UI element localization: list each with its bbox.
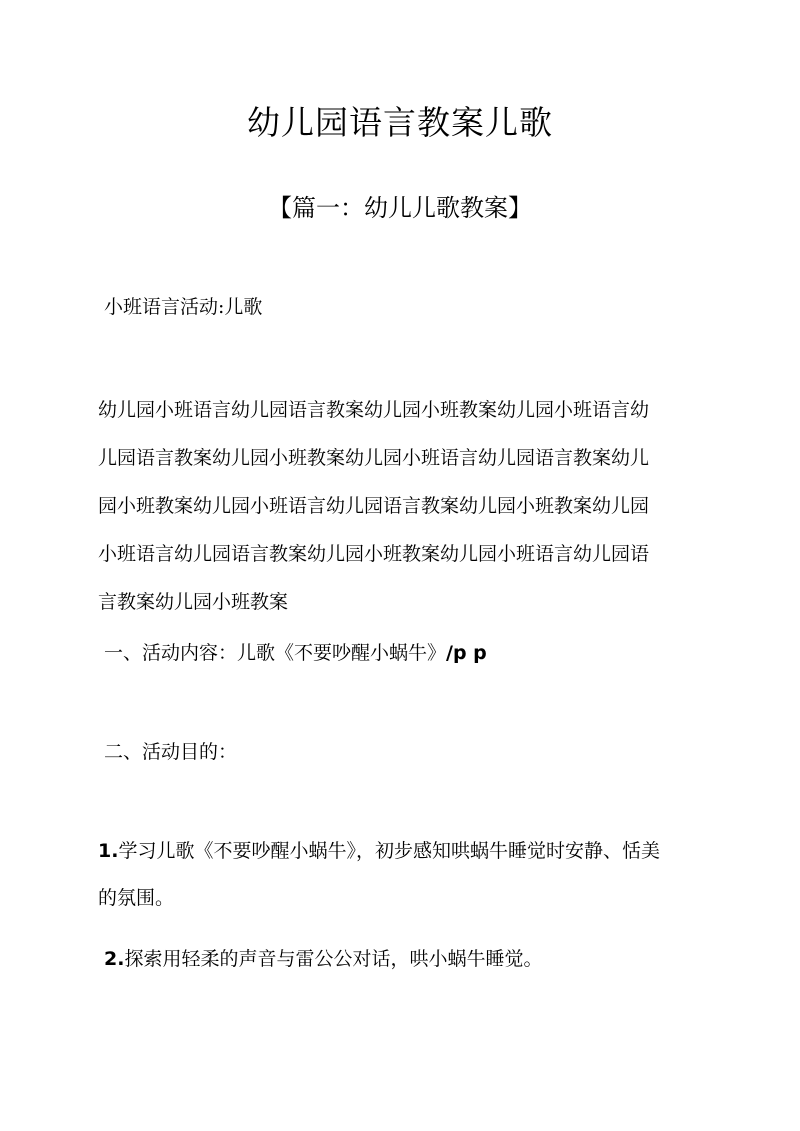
goal-one-line-1 <box>98 836 660 866</box>
activity-content-text: 一、活动内容：儿歌《不要吵醒小蜗牛》 <box>104 642 447 664</box>
goal-two-text: 探索用轻柔的声音与雷公公对话，哄小蜗牛睡觉。 <box>124 948 543 970</box>
goal-one-line-2: 的氛围。 <box>98 887 175 909</box>
intro-line: 言教案幼儿园小班教案 <box>98 591 289 613</box>
goal-one-text: 学习儿歌《不要吵醒小蜗牛》，初步感知哄蜗牛睡觉时安静、恬美 <box>118 840 660 862</box>
activity-goal-heading: 二、活动目的： <box>104 741 238 763</box>
section-heading <box>104 292 262 322</box>
intro-line: 园小班教案幼儿园小班语言幼儿园语言教案幼儿园小班教案幼儿园 <box>98 495 650 517</box>
goal-two-number: 2. <box>104 948 125 970</box>
intro-paragraph <box>98 386 698 626</box>
activity-content-suffix: /p p <box>446 642 487 664</box>
section-heading-text: 小班语言活动:儿歌 <box>104 296 263 318</box>
goal-one-number: 1. <box>98 840 119 862</box>
activity-content-item <box>104 638 487 668</box>
document-title: 幼儿园语言教案儿歌 <box>247 103 553 142</box>
intro-line: 幼儿园小班语言幼儿园语言教案幼儿园小班教案幼儿园小班语言幼 <box>98 399 650 421</box>
document-subtitle: 【篇一：幼儿儿歌教案】 <box>268 194 532 222</box>
intro-line: 小班语言幼儿园语言教案幼儿园小班教案幼儿园小班语言幼儿园语 <box>98 543 650 565</box>
intro-line: 儿园语言教案幼儿园小班教案幼儿园小班语言幼儿园语言教案幼儿 <box>98 447 650 469</box>
goal-two <box>104 944 542 974</box>
